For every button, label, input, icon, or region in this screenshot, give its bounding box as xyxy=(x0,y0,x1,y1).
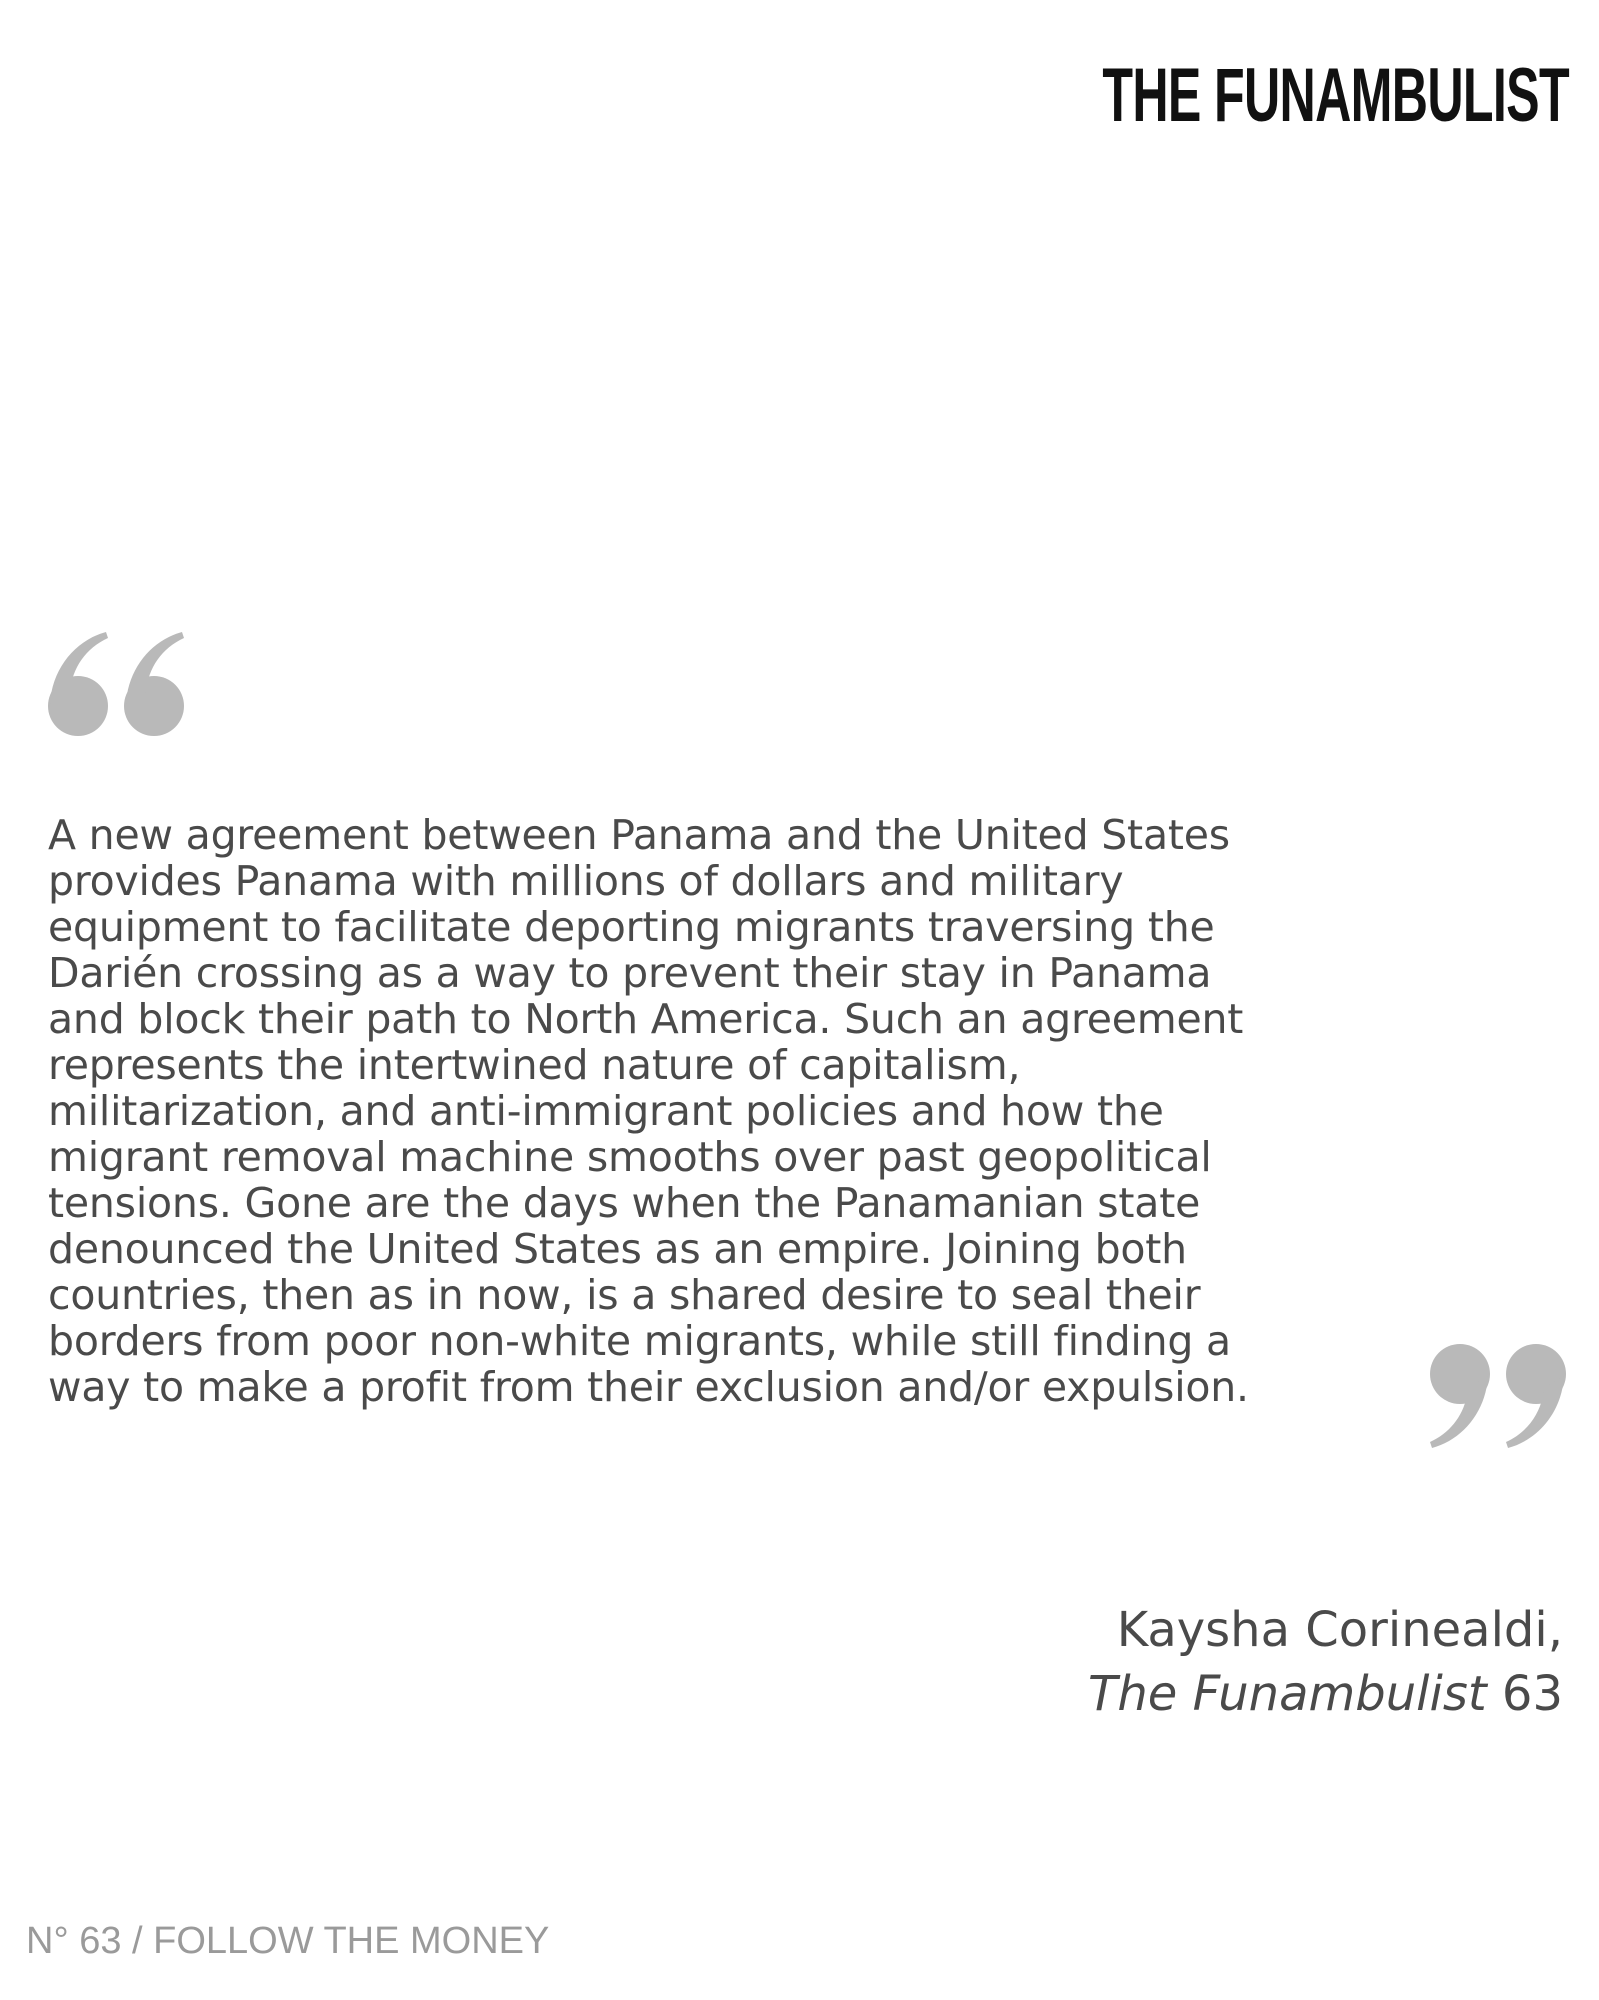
author-name: Kaysha Corinealdi, xyxy=(1116,1602,1563,1658)
quote-line: tensions. Gone are the days when the Panamanian state xyxy=(48,1179,1201,1227)
open-quote-icon xyxy=(44,630,194,740)
quote-line: way to make a profit from their exclusion and/or expulsion. xyxy=(48,1363,1249,1411)
brand-logo: THE FUNAMBULIST xyxy=(1102,53,1569,138)
quote-line: borders from poor non-white migrants, while still finding a xyxy=(48,1317,1231,1365)
quote-line: equipment to facilitate deporting migrants traversing the xyxy=(48,903,1215,951)
publication-line xyxy=(1088,1662,1563,1726)
quote-line: migrant removal machine smooths over past geopolitical xyxy=(48,1133,1212,1181)
quote-line: provides Panama with millions of dollars and military xyxy=(48,857,1124,905)
attribution xyxy=(1088,1598,1563,1726)
quote-line: countries, then as in now, is a shared desire to seal their xyxy=(48,1271,1201,1319)
issue-footer: N° 63 / FOLLOW THE MONEY xyxy=(26,1920,550,1962)
pull-quote xyxy=(48,812,1408,1410)
quote-line: militarization, and anti-immigrant policies and how the xyxy=(48,1087,1164,1135)
quote-line: represents the intertwined nature of capitalism, xyxy=(48,1041,1021,1089)
quote-line: and block their path to North America. Such an agreement xyxy=(48,995,1244,1043)
quote-line: A new agreement between Panama and the United States xyxy=(48,811,1230,859)
quote-line: Darién crossing as a way to prevent their stay in Panama xyxy=(48,949,1212,997)
publication-title: The Funambulist xyxy=(1088,1666,1487,1722)
close-quote-icon xyxy=(1420,1340,1570,1450)
quote-line: denounced the United States as an empire. Joining both xyxy=(48,1225,1187,1273)
issue-number: 63 xyxy=(1501,1666,1563,1722)
